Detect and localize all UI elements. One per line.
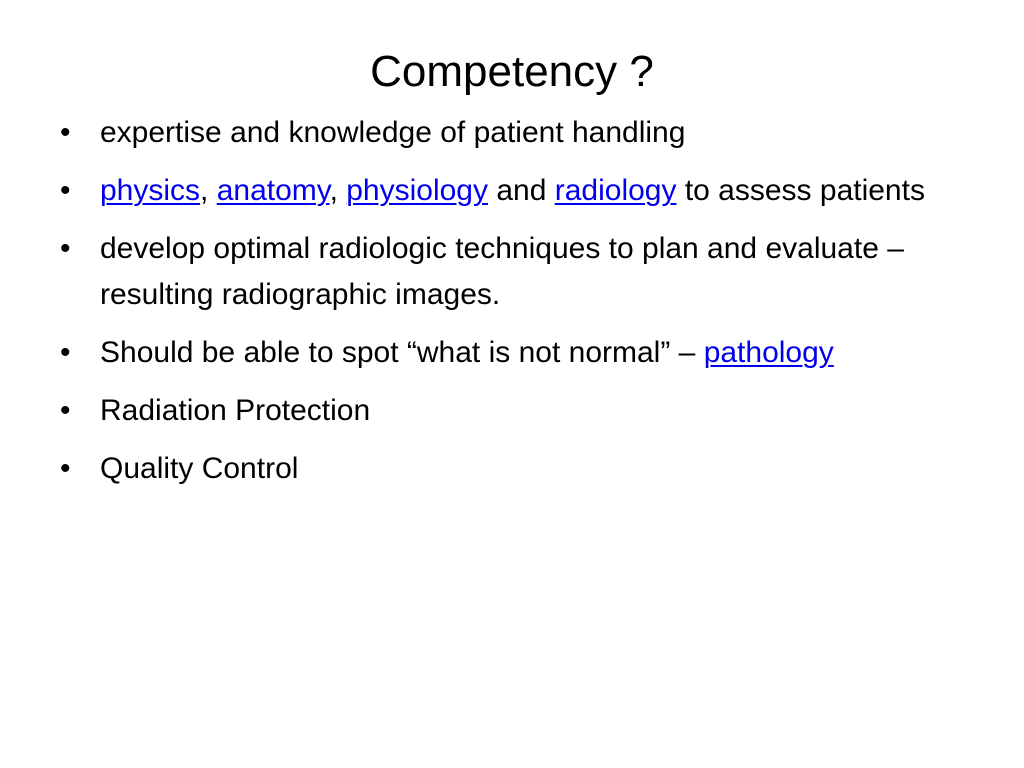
link-anatomy[interactable]: anatomy	[216, 174, 330, 207]
separator-text: ,	[329, 174, 347, 207]
bullet-dot-icon: •	[60, 116, 71, 149]
bullet-text: Quality Control	[100, 452, 299, 485]
link-physiology[interactable]: physiology	[346, 174, 488, 207]
bullet-tail-text: to assess patients	[676, 174, 925, 207]
slide-title: Competency ?	[370, 47, 654, 96]
bullet-text: develop optimal radiologic techniques to plan and evaluate – resulting radiographic images.	[100, 232, 904, 311]
bullet-dot-icon: •	[60, 232, 71, 265]
bullet-list	[50, 110, 970, 504]
bullet-item	[50, 168, 970, 214]
bullet-text: Should be able to spot “what is not normal” –	[100, 336, 704, 369]
link-radiology[interactable]: radiology	[554, 174, 677, 207]
bullet-dot-icon: •	[60, 336, 71, 369]
link-physics[interactable]: physics	[100, 174, 201, 207]
bullet-text: expertise and knowledge of patient handling	[100, 116, 686, 149]
connector-text: and	[488, 174, 555, 207]
bullet-item	[50, 226, 970, 318]
bullet-dot-icon: •	[60, 394, 71, 427]
bullet-text: Radiation Protection	[100, 394, 371, 427]
bullet-item	[50, 110, 970, 156]
link-pathology[interactable]: pathology	[703, 336, 834, 369]
bullet-item	[50, 330, 970, 376]
bullet-item	[50, 388, 970, 434]
bullet-dot-icon: •	[60, 452, 71, 485]
separator-text: ,	[200, 174, 217, 207]
bullet-item	[50, 446, 970, 492]
bullet-dot-icon: •	[60, 174, 71, 207]
